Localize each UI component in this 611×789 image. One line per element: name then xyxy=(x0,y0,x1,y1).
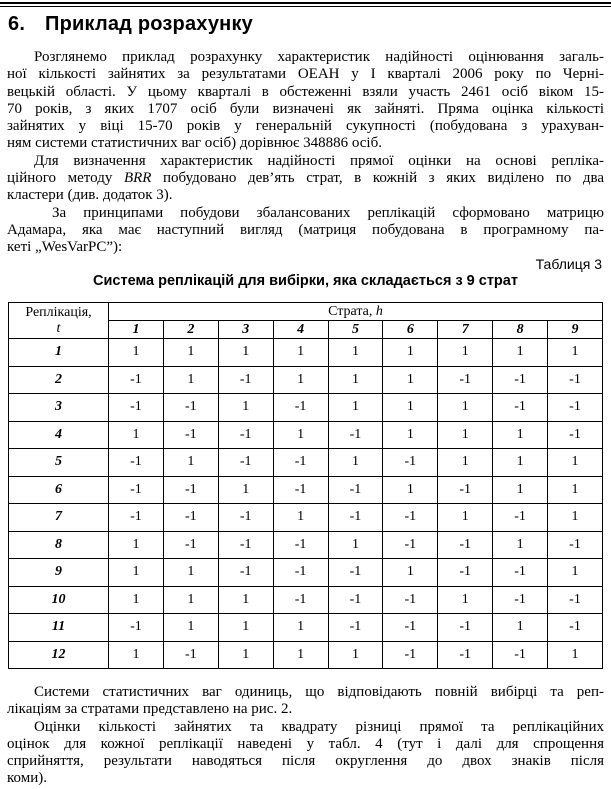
matrix-cell: -1 xyxy=(328,421,383,449)
text-segment: лікаціям за стратами представлено на рис. 2. xyxy=(7,701,293,718)
text-segment: кеті „WesVarPC”): xyxy=(7,239,123,256)
text-segment: Для визначення характеристик надійності прямої оцінки на основі репліка- xyxy=(34,152,604,169)
matrix-cell: 1 xyxy=(218,394,273,422)
replication-row xyxy=(9,559,603,587)
text-segment: Розглянемо приклад розрахунку характеристик надійності оцінювання загаль- xyxy=(34,49,604,65)
replication-row xyxy=(9,531,603,559)
matrix-cell: -1 xyxy=(438,366,493,394)
matrix-cell: 1 xyxy=(438,339,493,367)
section-heading xyxy=(8,13,603,36)
matrix-cell: -1 xyxy=(383,449,438,477)
strata-group-header xyxy=(109,303,603,321)
matrix-cell: -1 xyxy=(548,531,603,559)
matrix-cell: 1 xyxy=(273,421,328,449)
text-line xyxy=(7,239,604,256)
matrix-cell: 1 xyxy=(383,366,438,394)
matrix-cell: 1 xyxy=(493,421,548,449)
matrix-cell: 1 xyxy=(493,449,548,477)
text-line xyxy=(7,684,604,701)
matrix-cell: 1 xyxy=(328,531,383,559)
top-rule-thin xyxy=(0,6,611,7)
matrix-cell: 1 xyxy=(548,449,603,477)
table-header-row-1 xyxy=(9,303,603,321)
italic-term: BRR xyxy=(123,170,152,187)
intro-paragraphs xyxy=(7,49,604,257)
text-segment: оцінок для кожної реплікації наведені у табл. 4 (тут і далі для спрощення xyxy=(7,735,604,752)
matrix-cell: 1 xyxy=(548,559,603,587)
matrix-cell: -1 xyxy=(328,586,383,614)
matrix-cell: 1 xyxy=(328,339,383,367)
matrix-cell: 1 xyxy=(328,449,383,477)
matrix-cell: -1 xyxy=(163,531,218,559)
matrix-cell: 1 xyxy=(438,421,493,449)
matrix-cell: 1 xyxy=(163,449,218,477)
matrix-cell: 1 xyxy=(163,559,218,587)
strata-col-header: 1 xyxy=(109,321,164,339)
matrix-cell: -1 xyxy=(163,394,218,422)
text-line xyxy=(7,135,604,152)
matrix-cell: -1 xyxy=(273,394,328,422)
matrix-cell: 1 xyxy=(328,394,383,422)
matrix-cell: 1 xyxy=(109,339,164,367)
text-line xyxy=(7,187,604,204)
matrix-cell: 1 xyxy=(438,449,493,477)
matrix-cell: 1 xyxy=(328,366,383,394)
matrix-cell: 1 xyxy=(273,614,328,642)
matrix-cell: -1 xyxy=(383,531,438,559)
matrix-cell: -1 xyxy=(273,586,328,614)
matrix-cell: 1 xyxy=(383,559,438,587)
matrix-cell: 1 xyxy=(493,476,548,504)
replication-label-cell: 5 xyxy=(9,449,109,477)
matrix-cell: 1 xyxy=(273,366,328,394)
matrix-cell: 1 xyxy=(493,531,548,559)
replication-row xyxy=(9,394,603,422)
text-line xyxy=(7,118,604,135)
replication-row xyxy=(9,586,603,614)
matrix-cell: -1 xyxy=(109,394,164,422)
corner-header-variable: t xyxy=(56,320,61,336)
text-segment: сприйняття, результати наводяться після округлення до двох знаків після xyxy=(7,753,604,770)
text-line xyxy=(7,701,604,718)
matrix-cell: -1 xyxy=(438,476,493,504)
table-caption-label: Таблиця 3 xyxy=(535,256,602,272)
strata-col-header: 7 xyxy=(438,321,493,339)
matrix-cell: -1 xyxy=(109,614,164,642)
text-segment: коми). xyxy=(7,770,48,787)
matrix-cell: -1 xyxy=(548,614,603,642)
matrix-cell: -1 xyxy=(218,421,273,449)
matrix-cell: -1 xyxy=(493,586,548,614)
text-line xyxy=(7,736,604,753)
matrix-cell: -1 xyxy=(163,641,218,669)
text-line xyxy=(7,66,604,83)
replication-row xyxy=(9,449,603,477)
matrix-cell: -1 xyxy=(438,614,493,642)
matrix-cell: 1 xyxy=(109,421,164,449)
matrix-cell: 1 xyxy=(163,339,218,367)
text-segment: зайнятих у віці 15-70 років у генеральній сукупності (побудована з урахуван- xyxy=(7,118,604,135)
matrix-cell: 1 xyxy=(218,476,273,504)
matrix-cell: 1 xyxy=(383,476,438,504)
text-segment: ційного методу xyxy=(7,170,124,187)
replication-label-cell: 11 xyxy=(9,614,109,642)
matrix-cell: -1 xyxy=(218,504,273,532)
matrix-cell: 1 xyxy=(438,394,493,422)
text-line xyxy=(7,753,604,770)
matrix-cell: -1 xyxy=(163,504,218,532)
replication-label-cell: 12 xyxy=(9,641,109,669)
text-line xyxy=(7,222,604,239)
matrix-cell: -1 xyxy=(438,641,493,669)
matrix-cell: 1 xyxy=(328,641,383,669)
replication-row xyxy=(9,504,603,532)
text-line xyxy=(7,101,604,118)
matrix-cell: 1 xyxy=(109,531,164,559)
replication-row xyxy=(9,366,603,394)
matrix-cell: 1 xyxy=(438,586,493,614)
matrix-cell: 1 xyxy=(548,476,603,504)
matrix-cell: -1 xyxy=(548,394,603,422)
matrix-cell: -1 xyxy=(218,366,273,394)
matrix-cell: 1 xyxy=(493,614,548,642)
matrix-cell: 1 xyxy=(273,339,328,367)
replication-label-cell: 2 xyxy=(9,366,109,394)
replication-label-cell: 9 xyxy=(9,559,109,587)
matrix-cell: -1 xyxy=(548,421,603,449)
text-segment: Оцінки кількості зайнятих та квадрату різниці прямої та реплікаційних xyxy=(34,718,604,735)
text-segment: ням системи статистичних ваг осіб) дорівнює 348886 осіб. xyxy=(7,135,382,152)
strata-col-header: 4 xyxy=(273,321,328,339)
matrix-cell: -1 xyxy=(548,366,603,394)
matrix-cell: 1 xyxy=(218,586,273,614)
text-line xyxy=(7,719,604,736)
strata-col-header: 6 xyxy=(383,321,438,339)
strata-group-variable: h xyxy=(375,303,383,319)
matrix-cell: 1 xyxy=(548,641,603,669)
matrix-cell: -1 xyxy=(273,449,328,477)
matrix-cell: -1 xyxy=(109,449,164,477)
text-line xyxy=(7,770,604,787)
replication-row xyxy=(9,614,603,642)
matrix-cell: -1 xyxy=(493,641,548,669)
closing-paragraphs xyxy=(7,684,604,788)
matrix-cell: 1 xyxy=(493,339,548,367)
top-rule-thick xyxy=(0,2,611,4)
text-segment: побудовано дев’ять страт, в кожній з яких виділено по два xyxy=(151,170,604,187)
matrix-cell: 1 xyxy=(383,421,438,449)
replication-label-cell: 4 xyxy=(9,421,109,449)
matrix-cell: -1 xyxy=(273,476,328,504)
replication-row xyxy=(9,476,603,504)
matrix-cell: -1 xyxy=(383,614,438,642)
corner-header-cell xyxy=(9,303,109,339)
matrix-cell: 1 xyxy=(163,586,218,614)
text-segment: вецькій області. У цьому кварталі в обстеженні взяли участь 2461 осіб віком 15- xyxy=(7,83,604,100)
section-number: 6. xyxy=(8,13,26,35)
matrix-cell: -1 xyxy=(218,531,273,559)
text-line xyxy=(7,49,604,66)
text-line xyxy=(7,153,604,170)
matrix-cell: 1 xyxy=(273,504,328,532)
strata-group-text: Страта, xyxy=(328,303,376,319)
matrix-cell: -1 xyxy=(548,586,603,614)
matrix-cell: -1 xyxy=(109,366,164,394)
matrix-cell: 1 xyxy=(383,394,438,422)
matrix-cell: -1 xyxy=(163,421,218,449)
matrix-cell: -1 xyxy=(163,476,218,504)
matrix-cell: -1 xyxy=(328,614,383,642)
text-line xyxy=(7,170,604,187)
matrix-cell: -1 xyxy=(328,504,383,532)
matrix-cell: -1 xyxy=(109,476,164,504)
matrix-cell: -1 xyxy=(493,559,548,587)
text-segment: Системи статистичних ваг одиниць, що відповідають повній вибірці та реп- xyxy=(34,684,604,700)
replication-label-cell: 6 xyxy=(9,476,109,504)
section-title: Приклад розрахунку xyxy=(45,13,253,35)
replication-label-cell: 3 xyxy=(9,394,109,422)
matrix-cell: -1 xyxy=(493,366,548,394)
text-segment: ної кількості зайнятих за результатами ОЕАН у І кварталі 2006 року по Черні- xyxy=(7,66,604,83)
matrix-cell: 1 xyxy=(218,614,273,642)
text-segment: За принципами побудови збалансованих реплікацій сформовано матрицю xyxy=(52,204,604,221)
matrix-cell: 1 xyxy=(218,339,273,367)
matrix-cell: -1 xyxy=(218,559,273,587)
matrix-cell: -1 xyxy=(438,531,493,559)
matrix-cell: 1 xyxy=(163,614,218,642)
replication-label-cell: 10 xyxy=(9,586,109,614)
matrix-cell: -1 xyxy=(218,449,273,477)
table-title: Система реплікацій для вибірки, яка складається з 9 страт xyxy=(93,273,518,289)
matrix-cell: -1 xyxy=(383,641,438,669)
replication-label-cell: 8 xyxy=(9,531,109,559)
matrix-cell: 1 xyxy=(383,339,438,367)
matrix-cell: 1 xyxy=(218,641,273,669)
matrix-cell: -1 xyxy=(438,559,493,587)
text-segment: Адамара, яка має наступний вигляд (матриця побудована в програмному па- xyxy=(7,221,604,238)
matrix-cell: -1 xyxy=(383,504,438,532)
replication-matrix-table xyxy=(8,302,603,669)
matrix-cell: 1 xyxy=(109,641,164,669)
text-segment: кластери (див. додаток 3). xyxy=(7,187,173,204)
replication-label-cell: 1 xyxy=(9,339,109,367)
matrix-cell: 1 xyxy=(548,504,603,532)
text-segment: 70 років, з яких 1707 осіб були визначені як зайняті. Пряма оцінка кількості xyxy=(7,100,604,117)
replication-row xyxy=(9,339,603,367)
matrix-cell: -1 xyxy=(273,531,328,559)
replication-row xyxy=(9,641,603,669)
matrix-cell: -1 xyxy=(273,559,328,587)
strata-col-header: 8 xyxy=(493,321,548,339)
matrix-cell: 1 xyxy=(548,339,603,367)
corner-header-line1: Реплікація, xyxy=(25,304,92,320)
matrix-cell: -1 xyxy=(383,586,438,614)
matrix-cell: -1 xyxy=(109,504,164,532)
matrix-cell: -1 xyxy=(328,476,383,504)
matrix-cell: -1 xyxy=(328,559,383,587)
matrix-cell: -1 xyxy=(493,394,548,422)
matrix-cell: -1 xyxy=(493,504,548,532)
strata-col-header: 3 xyxy=(218,321,273,339)
text-line xyxy=(7,84,604,101)
strata-col-header: 9 xyxy=(548,321,603,339)
replication-label-cell: 7 xyxy=(9,504,109,532)
text-line xyxy=(7,205,604,222)
matrix-cell: 1 xyxy=(163,366,218,394)
strata-col-header: 5 xyxy=(328,321,383,339)
matrix-cell: 1 xyxy=(109,559,164,587)
replication-row xyxy=(9,421,603,449)
matrix-cell: 1 xyxy=(109,586,164,614)
matrix-cell: 1 xyxy=(438,504,493,532)
strata-col-header: 2 xyxy=(163,321,218,339)
matrix-cell: 1 xyxy=(273,641,328,669)
